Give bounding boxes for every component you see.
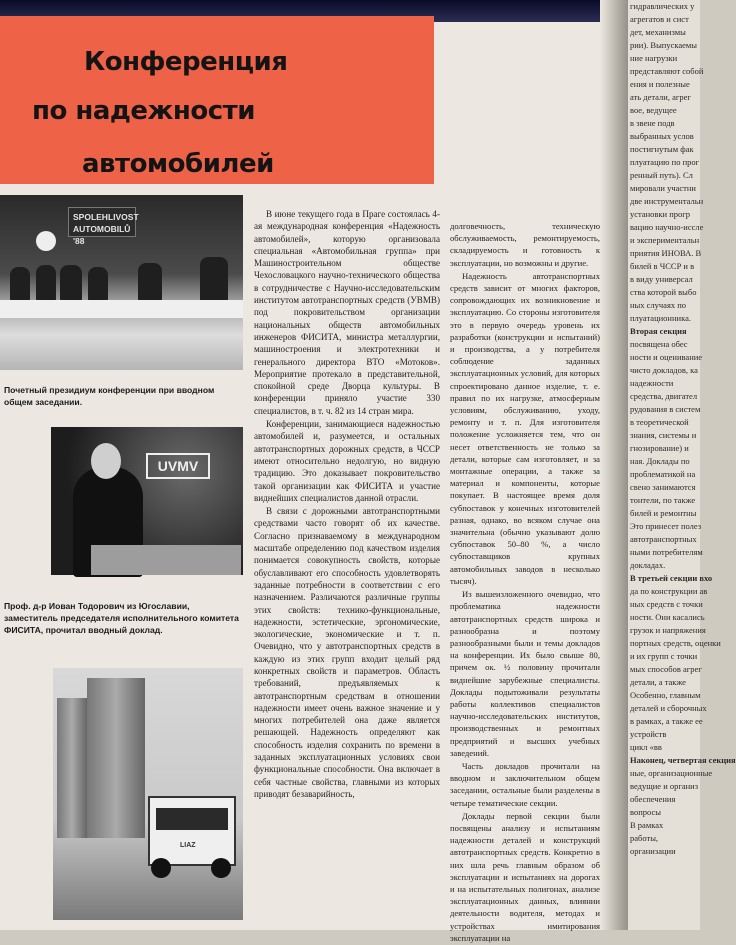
adjacent-page-line: гнозирование) и	[630, 443, 689, 453]
adjacent-page-line: агрегатов и сист	[630, 14, 689, 24]
person	[138, 263, 162, 301]
adjacent-page-line: рудования в систем	[630, 404, 701, 414]
paragraph: Надежность автотранспортных средств зависит от многих факторов, сопровождающих их возникновение и эксплуатацию. Со стороны изготовителя это в первую очередь уровень их разработки (конструкции и испытаний) и производства, а у потребителя соблюдение заданных эксплуатационных условий, для которых спроектировано данное изделие, т. е. правил по их нагрузке, атмосферным условиям, обслуживанию, уходу, ремонту и т. п. Для изготовителя положение усложняется тем, что он несет ответственность не только за детали, которые сам изготовляет, и за монтажные операции, а также за материал и компоненты, которые покупает. В настоящее время доля субпоставок у конечных изготовителей разная, однако, во всяком случае она значительна (обычно указывают долю субпоставок 50–80 %, а число субпоставщиков крупных автомобильных заводов в несколько тысяч).	[450, 270, 600, 586]
adjacent-page	[628, 0, 736, 930]
title-line-3: автомобилей	[82, 149, 274, 179]
adjacent-page-line: ности и оценивание	[630, 352, 703, 362]
uvmv-logo: UVMV	[146, 453, 210, 479]
truck-wheel	[151, 858, 171, 878]
adjacent-page-line: вое, ведущее	[630, 105, 677, 115]
presidium-photo	[0, 195, 243, 370]
person	[60, 265, 82, 301]
adjacent-page-line: и экспериментальн	[630, 235, 700, 245]
truck-badge: LIAZ	[180, 842, 196, 849]
adjacent-page-line: обеспечения	[630, 794, 676, 804]
adjacent-page-line: ренный путь). Сл	[630, 170, 693, 180]
truck-photo	[53, 668, 243, 920]
adjacent-page-line: Вторая секция	[630, 326, 687, 336]
adjacent-page-line: устройств	[630, 729, 667, 739]
title-block	[0, 16, 434, 184]
adjacent-page-line: в звене подв	[630, 118, 675, 128]
adjacent-page-line: и их групп с точки	[630, 651, 698, 661]
person	[88, 267, 108, 301]
article-column-3	[450, 220, 600, 945]
adjacent-page-line: выбранных услов	[630, 131, 694, 141]
adjacent-page-line: дет, механизмы	[630, 27, 686, 37]
adjacent-page-line: мых способов агрег	[630, 664, 702, 674]
tower-building	[87, 678, 145, 838]
person	[36, 265, 56, 301]
adjacent-page-line: автотранспортных	[630, 534, 697, 544]
paragraph: Часть докладов прочитали на вводном и заключительном общем заседании, остальные были разделены в четыре тематические секции.	[450, 760, 600, 808]
adjacent-page-line: в рамках, а также ее	[630, 716, 703, 726]
adjacent-page-line: мировали участни	[630, 183, 696, 193]
adjacent-page-line: ных случаях по	[630, 300, 687, 310]
adjacent-page-line: билей и ремонтны	[630, 508, 697, 518]
adjacent-page-line: ения и полезные	[630, 79, 690, 89]
adjacent-page-line: деталей и сборочных	[630, 703, 707, 713]
adjacent-page-line: плуатацию по прог	[630, 157, 700, 167]
truck-windshield	[156, 808, 228, 830]
adjacent-page-line: докладах.	[630, 560, 666, 570]
presidium-table	[0, 300, 243, 318]
adjacent-page-text	[628, 0, 736, 858]
adjacent-page-line: цикл «вв	[630, 742, 662, 752]
title-line-2: по надежности	[32, 96, 255, 126]
adjacent-page-line: посвящена обес	[630, 339, 688, 349]
adjacent-page-line: грузок и напряжения	[630, 625, 706, 635]
adjacent-page-line: приятия ИНОВА. В	[630, 248, 702, 258]
adjacent-page-line: ными потребителям	[630, 547, 703, 557]
truck	[148, 796, 236, 866]
adjacent-page-line: чисто докладов, ка	[630, 365, 698, 375]
adjacent-page-line: Особенно, главным	[630, 690, 701, 700]
paragraph: Из вышеизложенного очевидно, что проблематика надежности автотранспортных средств широка и разнообразна и поэтому разнообразными были и темы докладов на конференции. Их было свыше 80, причем ок. ½ половину прочитали виднейшие зарубежные специалисты. Доклады подытоживали результаты работы коллективов специалистов научно-исследовательских институтов, производственных и ремонтных предприятий и высших учебных заведений.	[450, 589, 600, 758]
adjacent-page-line: В третьей секции вхо	[630, 573, 713, 583]
adjacent-page-line: проблематикой на	[630, 469, 696, 479]
photo2-caption: Проф. д-р Иован Тодорович из Югославии, заместитель председателя исполнительного комитета ФИСИТА, прочитал вводный доклад.	[4, 601, 239, 635]
adjacent-page-line: ать детали, агрег	[630, 92, 691, 102]
adjacent-page-line: тонтели, по также	[630, 495, 696, 505]
adjacent-page-line: вацию научно-иссле	[630, 222, 704, 232]
adjacent-page-line: билей в ЧССР и в	[630, 261, 695, 271]
adjacent-page-line: Это принесет полез	[630, 521, 702, 531]
podium	[91, 545, 241, 575]
adjacent-page-line: знания, системы и	[630, 430, 697, 440]
paragraph: В июне текущего года в Праге состоялась 4-ая международная конференция «Надежность автомобилей», которую организовала специальная «Автомобильная группа» при Машиностроительном обществе Чехословацкого научно-технического общества в сотрудничестве с Научно-исследовательским институтом автотранспортных средств (УВМВ) под покровительством организации национальных обществ автомобильных инженеров ФИСИТА, министра металлургии, машиностроения и электротехники и генерального директора ВТО «Мотоков». Мероприятие протекало в представительной, спокойной среде Дворца культуры. В конференции приняло участие 330 специалистов, в т. ч. 82 из 14 стран мира.	[254, 209, 440, 416]
adjacent-page-line: установки прогр	[630, 209, 691, 219]
adjacent-page-line: надежности	[630, 378, 674, 388]
paragraph: долговечность, техническую обслуживаемость, ремонтируемость, складируемость и готовность к эксплуатации, но возможны и другие.	[450, 221, 600, 268]
adjacent-page-line: гидравлических у	[630, 1, 695, 11]
adjacent-page-line: представляют собой	[630, 66, 704, 76]
paragraph: Доклады первой секции были посвящены анализу и испытаниям надежности деталей и конструкций автотранспортных средств. Конкретно в них шла речь главным образом об эксплуатации и испытаниях на дорогах и на испытательных полигонах, анализе эксплуатационных данных, влиянии деятельности водителя, методах и устройствах имитирования эксплуатации на	[450, 810, 600, 943]
conference-logo-icon	[36, 231, 56, 251]
adjacent-page-line: детали, а также	[630, 677, 686, 687]
conference-banner: SPOLEHLIVOST AUTOMOBILŮ '88	[68, 207, 136, 237]
adjacent-page-line: в теоретической	[630, 417, 689, 427]
paragraph: В связи с дорожными автотранспортными средствами часто говорят об их качестве. Согласно признаваемому в международном масштабе определению под качеством изделия понимается совокупность свойств, которые обуславливают его способность удовлетворять заданные потребности в соответствии с его назначением. Различаются различные группы этих свойств: технико-функциональные, надежности, эстетические, эргономические, экологические, экономические и т. п. Очевидно, что у автотранспортных средств в каждую из этих групп входит целый ряд конкретных свойств и параметров. Область требований, предъявляемых к автотранспортным средствам в отношении надежности имеет очень важное значение и у многих потребителей она даже является решающей. Надежность определяют как способность изделия сохранить по времени в заданных эксплуатационных условиях свои функциональные способности. Она включает в себя частные свойства, главными из которых приводят безаварийность,	[254, 506, 440, 799]
adjacent-page-line: вопросы	[630, 807, 661, 817]
page-gutter	[600, 0, 630, 930]
adjacent-page-line: работы,	[630, 833, 659, 843]
speaker-face	[91, 443, 121, 479]
speaker-photo	[51, 427, 243, 575]
adjacent-page-line: ных средств с точки	[630, 599, 703, 609]
paragraph: Конференции, занимающиеся надежностью автомобилей и, разумеется, и остальных автотранспортных дорожных средств, в ЧССР имеют относительно недолгую, но видную традицию. Это доказывает покровительство такой организации как ФИСИТА и участие виднейших специалистов данной отрасли.	[254, 419, 440, 503]
adjacent-page-line: постигнутым фак	[630, 144, 694, 154]
adjacent-page-line: ности. Они касались	[630, 612, 705, 622]
adjacent-page-line: ная. Доклады по	[630, 456, 690, 466]
adjacent-page-line: ние нагрузки	[630, 53, 678, 63]
title-line-1: Конференция	[84, 47, 288, 77]
adjacent-page-line: ные, организационные	[630, 768, 713, 778]
article-column-2	[254, 208, 440, 801]
adjacent-page-line: средства, двигател	[630, 391, 698, 401]
person	[200, 257, 228, 303]
adjacent-page-line: В рамках	[630, 820, 664, 830]
adjacent-page-line: плуатационника.	[630, 313, 691, 323]
adjacent-page-line: Наконец, четвертая секция	[630, 755, 736, 765]
adjacent-page-line: в виду универсал	[630, 274, 693, 284]
person	[10, 267, 30, 301]
adjacent-page-line: свено занимаются	[630, 482, 696, 492]
adjacent-page-line: рии). Выпускаемы	[630, 40, 698, 50]
adjacent-page-line: две инструментальн	[630, 196, 704, 206]
truck-wheel	[211, 858, 231, 878]
adjacent-page-line: портных средств, оценки	[630, 638, 721, 648]
photo1-caption: Почетный президиум конференции при вводном общем заседании.	[4, 385, 215, 407]
adjacent-page-line: да по конструкции ав	[630, 586, 708, 596]
adjacent-page-line: ведущие и организ	[630, 781, 699, 791]
adjacent-page-line: ства которой выбо	[630, 287, 697, 297]
adjacent-page-line: организации	[630, 846, 676, 856]
tower-building	[57, 698, 87, 838]
